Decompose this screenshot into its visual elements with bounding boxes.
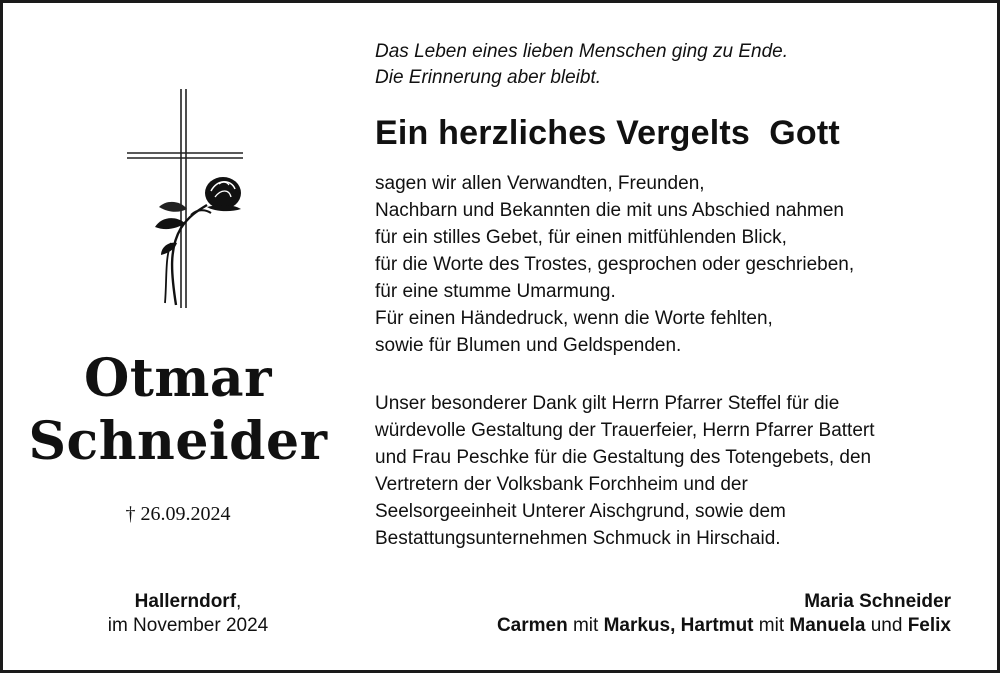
deceased-last-name: Schneider (28, 411, 328, 472)
thanks-line: für eine stumme Umarmung. (375, 281, 616, 302)
quote-line: Das Leben eines lieben Menschen ging zu Ende. (375, 41, 789, 62)
signer-name: Carmen (496, 615, 568, 636)
signer-primary: Maria Schneider (804, 591, 951, 612)
signer-name: Markus, Hartmut (603, 615, 754, 636)
signer-name: Felix (907, 615, 951, 636)
cross-rose-icon (121, 83, 251, 313)
thanks-paragraph (375, 170, 975, 359)
signer-family-line (497, 614, 951, 638)
thanks-line: für ein stilles Gebet, für einen mitfühlenden Blick, (375, 227, 787, 248)
thanks-line: sowie für Blumen und Geldspenden. (375, 335, 682, 356)
thanks-line: sagen wir allen Verwandten, Freunden, (375, 173, 705, 194)
quote-line: Die Erinnerung aber bleibt. (375, 67, 602, 88)
opening-quote (375, 39, 975, 91)
death-date: † 26.09.2024 (125, 503, 231, 525)
signer-connector: und (865, 615, 908, 636)
thanks-line: für die Worte des Trostes, gesprochen oder geschrieben, (375, 254, 855, 275)
signer-connector: mit (567, 615, 604, 636)
special-thanks-line: Vertretern der Volksbank Forchheim und der (375, 474, 748, 495)
place-line (63, 590, 313, 614)
thanks-line: Nachbarn und Bekannten die mit uns Abschied nahmen (375, 200, 844, 221)
special-thanks-line: Bestattungsunternehmen Schmuck in Hirschaid. (375, 528, 781, 549)
headline: Ein herzliches Vergelts Gott (375, 114, 840, 152)
special-thanks-line: würdevolle Gestaltung der Trauerfeier, Herrn Pfarrer Battert (375, 420, 875, 441)
thanks-line: Für einen Händedruck, wenn die Worte fehlten, (375, 308, 773, 329)
special-thanks-line: und Frau Peschke für die Gestaltung des Totengebets, den (375, 447, 872, 468)
town-name: Hallerndorf (134, 591, 237, 612)
town-suffix: , (236, 591, 242, 612)
special-thanks-line: Seelsorgeeinheit Unterer Aischgrund, sowie dem (375, 501, 786, 522)
signer-connector: mit (753, 615, 790, 636)
special-thanks-paragraph (375, 390, 975, 552)
signers-block (497, 590, 951, 638)
rose-icon (155, 177, 241, 305)
signer-name: Manuela (789, 615, 866, 636)
date-line: im November 2024 (107, 615, 269, 636)
special-thanks-line: Unser besonderer Dank gilt Herrn Pfarrer Steffel für die (375, 393, 840, 414)
place-date-block (63, 590, 313, 638)
deceased-first-name: Otmar (84, 348, 272, 409)
